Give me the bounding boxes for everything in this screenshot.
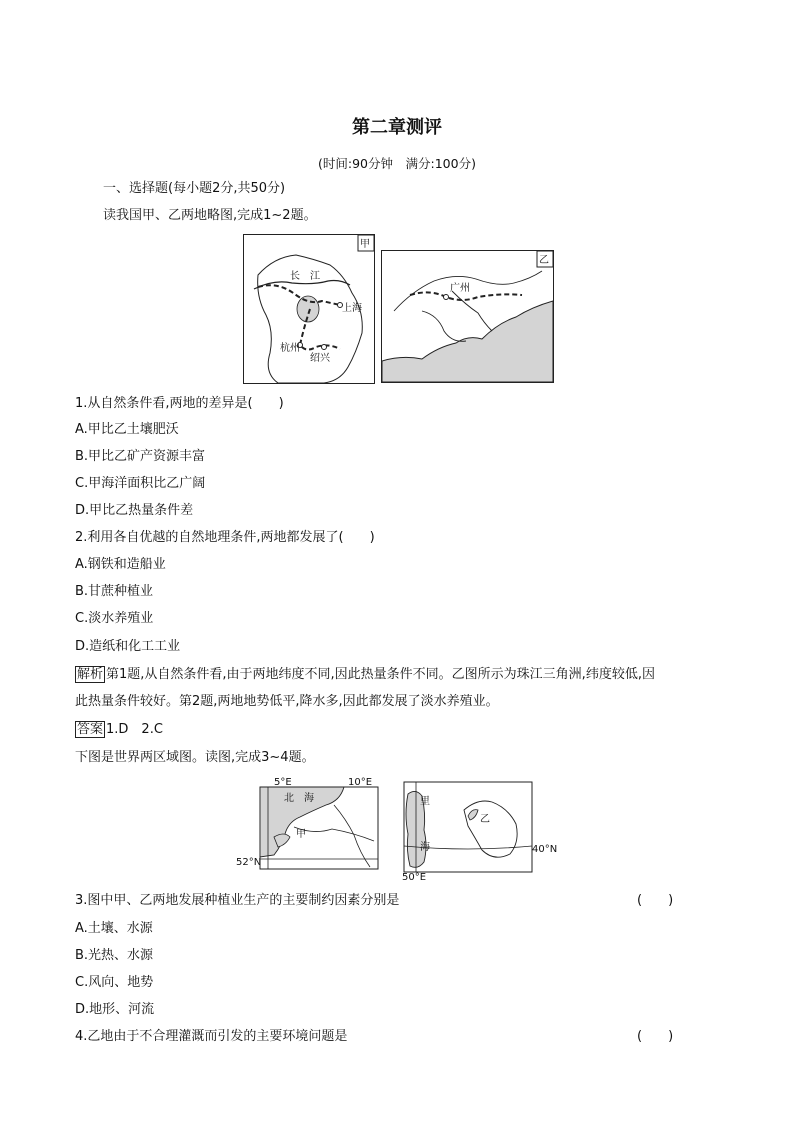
- map-north-sea-lat52: 52°N: [236, 857, 262, 868]
- map-yi: [381, 250, 554, 383]
- section-heading: 一、选择题(每小题2分,共50分): [103, 181, 286, 196]
- analysis-text-1: 第1题,从自然条件看,由于两地纬度不同,因此热量条件不同。乙图所示为珠江三角洲,纬度较低,因: [106, 667, 655, 682]
- analysis-tag: 解析: [77, 667, 104, 682]
- map-yi-corner-label: 乙: [539, 255, 549, 266]
- question-1-stem: 1.从自然条件看,两地的差异是( ): [75, 396, 284, 411]
- question-2-option-c: C.淡水养殖业: [75, 611, 154, 626]
- analysis-line-1: [75, 667, 655, 683]
- map-yi-drawing: [382, 251, 553, 382]
- map-caspian-drawing: [398, 780, 558, 880]
- map-jia-shaoxing-label: 绍兴: [310, 353, 330, 364]
- question-3-stem: 3.图中甲、乙两地发展种植业生产的主要制约因素分别是: [75, 893, 400, 908]
- question-2-stem: 2.利用各自优越的自然地理条件,两地都发展了( ): [75, 530, 375, 545]
- map-north-sea-lon5: 5°E: [274, 777, 292, 788]
- question-3-option-a: A.土壤、水源: [75, 921, 153, 936]
- map-caspian-lat40: 40°N: [532, 844, 558, 855]
- map-north-sea-lon10: 10°E: [348, 777, 373, 788]
- analysis-text-2: 此热量条件较好。第2题,两地地势低平,降水多,因此都发展了淡水养殖业。: [75, 694, 499, 709]
- map-jia-corner-label: 甲: [360, 239, 370, 250]
- question-3-option-d: D.地形、河流: [75, 1002, 155, 1017]
- map-jia-shanghai-label: 上海: [342, 303, 362, 314]
- map-north-sea-jia-label: 甲: [296, 829, 306, 840]
- map-caspian: [398, 780, 558, 880]
- map-jia: [243, 234, 375, 384]
- page-title: 第二章测评: [352, 117, 442, 138]
- question-2-option-d: D.造纸和化工工业: [75, 639, 181, 654]
- question-3-option-c: C.风向、地势: [75, 975, 154, 990]
- map-caspian-sea-label-1: 里: [420, 796, 430, 807]
- answer-text: 1.D 2.C: [106, 722, 163, 737]
- question-4-stem: 4.乙地由于不合理灌溉而引发的主要环境问题是: [75, 1029, 348, 1044]
- question-3-option-b: B.光热、水源: [75, 948, 154, 963]
- question-1-option-d: D.甲比乙热量条件差: [75, 503, 194, 518]
- question-4-paren: ( ): [637, 1029, 674, 1044]
- question-1-option-a: A.甲比乙土壤肥沃: [75, 422, 179, 437]
- answer-line: [75, 722, 163, 738]
- map-caspian-yi-label: 乙: [480, 814, 490, 825]
- answer-tag: 答案: [77, 722, 104, 737]
- map-yi-guangzhou-label: 广州: [450, 283, 470, 294]
- intro-1-2: 读我国甲、乙两地略图,完成1~2题。: [103, 208, 317, 223]
- question-3-paren: ( ): [637, 893, 674, 908]
- question-2-option-a: A.钢铁和造船业: [75, 557, 166, 572]
- map-jia-hangzhou-label: 杭州: [280, 343, 300, 354]
- map-north-sea: [234, 775, 384, 875]
- question-1-option-b: B.甲比乙矿产资源丰富: [75, 449, 206, 464]
- exam-meta: (时间:90分钟 满分:100分): [318, 156, 476, 171]
- map-jia-drawing: [244, 235, 374, 383]
- intro-3-4: 下图是世界两区域图。读图,完成3~4题。: [75, 750, 315, 765]
- question-1-option-c: C.甲海洋面积比乙广阔: [75, 476, 206, 491]
- map-north-sea-sea-label: 北 海: [284, 793, 314, 804]
- map-caspian-sea-label-2: 海: [420, 842, 430, 853]
- map-jia-river-label: 长 江: [290, 271, 320, 282]
- map-north-sea-drawing: [234, 775, 384, 875]
- question-2-option-b: B.甘蔗种植业: [75, 584, 154, 599]
- map-caspian-lon50: 50°E: [402, 872, 427, 880]
